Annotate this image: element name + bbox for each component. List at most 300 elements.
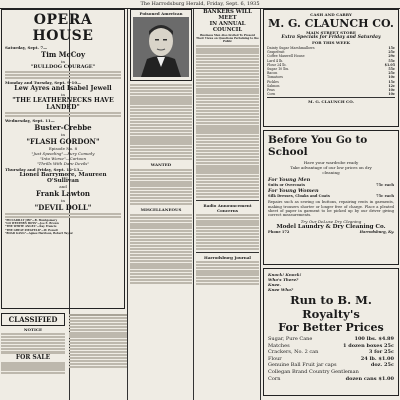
- text-block: [1, 365, 65, 367]
- claunch-price-price: 15c: [388, 79, 395, 84]
- text-block: [130, 226, 192, 228]
- text-block: [196, 261, 259, 263]
- wed-line-3: "Thrills With Dare Devils": [36, 161, 90, 167]
- text-block: [130, 276, 192, 278]
- royalty-price-price: 100 lbs. $4.89: [354, 336, 394, 342]
- photo-caption: Poisoned American: [139, 11, 183, 16]
- text-block: [1, 339, 65, 341]
- text-block: [130, 248, 192, 250]
- royalty-price-price: doz. 25c: [370, 362, 394, 369]
- text-block: [196, 128, 259, 130]
- text-block: [196, 138, 259, 140]
- wed-line-2: "Into Worse"—Cartoon: [39, 156, 87, 162]
- royalty-sub: For Better Prices: [278, 321, 384, 334]
- text-block: [5, 216, 121, 218]
- text-block: [69, 357, 127, 359]
- claunch-price-row: [267, 92, 395, 96]
- text-block: [196, 107, 259, 109]
- royalty-ad: [263, 268, 399, 396]
- women-head: For Young Women: [268, 187, 319, 194]
- claunch-price-item: Lard 4 lb.: [267, 58, 284, 63]
- claunch-price-item: Pickles: [267, 79, 279, 84]
- sat-star: Tim McCoy: [40, 50, 86, 59]
- claunch-ad: [263, 9, 399, 127]
- royalty-price-row: [268, 336, 394, 343]
- text-block: [196, 116, 259, 118]
- text-block: [196, 175, 259, 177]
- divider: [196, 252, 259, 253]
- text-block: [130, 194, 192, 196]
- text-block: [196, 223, 259, 225]
- misc-head: MISCELLANEOUS: [140, 207, 182, 213]
- text-block: [196, 230, 259, 232]
- text-block: [196, 144, 259, 146]
- claunch-price-price: $1.05: [384, 62, 395, 67]
- women-item: Silk Dresses, Cloaks and Coats: [268, 193, 330, 198]
- text-block: [196, 236, 259, 238]
- text-block: [130, 106, 192, 108]
- text-block: [196, 280, 259, 282]
- school-city: Harrodsburg, Ky.: [359, 229, 394, 234]
- text-block: [1, 362, 65, 364]
- text-block: [130, 260, 192, 262]
- text-block: [196, 264, 259, 266]
- school-body: Repairs such as sewing on buttons, repairing rents in garments, making trousers shorter or longer free of charge. Place a pleated sheet of paper in garment to be picked up by our driver giving correct measurements.: [268, 200, 394, 218]
- men-head: For Young Men: [268, 177, 311, 183]
- text-block: [196, 214, 259, 216]
- text-block: [196, 156, 259, 158]
- mon-stars: Lew Ayres and Isabel Jewell: [14, 85, 112, 93]
- text-block: [196, 239, 259, 241]
- column-1: [1, 9, 127, 400]
- claunch-price-item: Tomatoes: [267, 75, 283, 80]
- claunch-price-price: 55c: [388, 58, 395, 63]
- claunch-price-price: 15c: [388, 46, 395, 50]
- text-block: [130, 96, 192, 98]
- text-block: [130, 115, 192, 117]
- text-block: [196, 150, 259, 152]
- royalty-knee: Knee.: [268, 282, 281, 287]
- thu-stars: Lionel Barrymore, Maureen O'Sullivan: [19, 172, 107, 185]
- text-block: [196, 58, 259, 60]
- royalty-price-item: Corn: [268, 375, 281, 382]
- text-block: [1, 345, 65, 347]
- wed-date: Wednesday, Sept. 11—: [5, 118, 55, 124]
- text-block: [69, 339, 127, 341]
- text-block: [130, 188, 192, 190]
- text-block: [196, 48, 259, 50]
- royalty-knock: Knock! Knock!: [268, 272, 302, 277]
- text-block: [196, 95, 259, 97]
- text-block: [5, 112, 121, 114]
- royalty-price-row: [268, 349, 394, 356]
- claunch-price-item: Bacon: [267, 71, 278, 76]
- sat-film: "BULLDOG COURAGE": [30, 64, 96, 70]
- classified-header: [1, 313, 65, 326]
- text-block: [1, 372, 65, 374]
- text-block: [196, 283, 259, 285]
- thu-and: and: [59, 184, 67, 190]
- text-block: [130, 130, 192, 132]
- school-company: Model Laundry & Dry Cleaning Co.: [276, 223, 386, 230]
- text-block: [130, 90, 192, 92]
- school-foot: [268, 230, 394, 235]
- text-block: [130, 197, 192, 199]
- claunch-price-item: Dainty Sugar Marshmallows: [267, 46, 315, 50]
- text-block: [130, 158, 192, 160]
- bankers-head-1: BANKERS WILL MEET: [203, 9, 252, 21]
- text-block: [1, 348, 65, 350]
- text-block: [69, 363, 127, 365]
- text-block: [196, 125, 259, 127]
- text-block: [130, 223, 192, 225]
- for-sale-head: FOR SALE: [15, 354, 51, 362]
- text-block: [196, 270, 259, 272]
- coming-2: "GO WESTERN BOYS"—Joe E. Brown: [5, 222, 59, 226]
- text-block: [130, 279, 192, 281]
- text-block: [196, 159, 259, 161]
- wed-film: "FLASH GORDON": [26, 137, 100, 147]
- text-block: [196, 135, 259, 137]
- notice-head: NOTICE: [23, 327, 43, 332]
- text-block: [196, 110, 259, 112]
- text-block: [130, 203, 192, 205]
- text-block: [69, 314, 127, 316]
- royalty-price-list: [268, 336, 394, 382]
- thu-star-2: Frank Lawton: [36, 189, 90, 199]
- text-block: [1, 351, 65, 353]
- women-price: 75c each: [376, 193, 394, 198]
- text-block: [1, 368, 65, 370]
- text-block: [196, 45, 259, 47]
- wed-in: in: [61, 132, 65, 138]
- text-block: [69, 342, 127, 344]
- text-block: [196, 181, 259, 183]
- classified-text-column: [69, 313, 127, 375]
- mon-film-2: LANDED": [46, 104, 80, 112]
- claunch-price-price: 25c: [388, 50, 395, 55]
- divider: [267, 97, 395, 98]
- text-block: [130, 282, 192, 284]
- text-block: [5, 77, 121, 79]
- royalty-price-row: [268, 343, 394, 350]
- text-block: [130, 127, 192, 129]
- royalty-price-item: Crackers, No. 2 can: [268, 349, 319, 356]
- bankers-head-2: IN ANNUAL COUNCIL: [209, 21, 246, 33]
- masthead: The Harrodsburg Herald, Friday, Sept. 6, 1935: [0, 0, 400, 9]
- text-block: [69, 317, 127, 319]
- text-block: [130, 191, 192, 193]
- text-block: [196, 273, 259, 275]
- text-block: [69, 335, 127, 337]
- text-block: [130, 257, 192, 259]
- text-block: [69, 329, 127, 331]
- text-block: [196, 101, 259, 103]
- text-block: [69, 348, 127, 350]
- text-block: [196, 61, 259, 63]
- text-block: [130, 124, 192, 126]
- school-line-2: Take advantage of our low prices on dry: [290, 165, 372, 170]
- journal-head: Harrodsburg Journal: [204, 255, 251, 261]
- text-block: [130, 236, 192, 238]
- text-block: [1, 342, 65, 344]
- column-4: [263, 9, 399, 400]
- wed-star: Buster-Crebbe: [34, 123, 92, 133]
- men-item: Suits or Overcoats: [268, 183, 306, 187]
- column-2: [130, 9, 192, 400]
- text-block: [196, 217, 259, 219]
- wed-episode: Episode No. 8: [48, 146, 78, 152]
- text-block: [196, 85, 259, 87]
- text-block: [130, 99, 192, 101]
- portrait-image: [133, 17, 189, 77]
- text-block: [130, 169, 192, 171]
- school-line-3: cleaning: [322, 170, 340, 175]
- photo-story: [130, 84, 192, 284]
- text-block: [69, 360, 127, 362]
- text-block: [130, 245, 192, 247]
- mon-in: in: [61, 92, 65, 98]
- text-block: [196, 277, 259, 279]
- text-block: [196, 73, 259, 75]
- text-block: [196, 227, 259, 229]
- text-block: [130, 178, 192, 180]
- coming-3: "THE WHITE ANGEL"—Kay Francis: [5, 225, 57, 229]
- divider: [196, 200, 259, 201]
- text-block: [196, 153, 259, 155]
- text-block: [196, 193, 259, 195]
- text-block: [130, 102, 192, 104]
- claunch-price-price: 10c: [388, 92, 395, 97]
- coming-1: "PICCADILLY JIM"—R. Montgomery: [5, 219, 58, 223]
- royalty-title: Run to B. M. Royalty's: [290, 293, 372, 321]
- text-block: [5, 115, 121, 117]
- claunch-price-price: 25c: [388, 71, 395, 76]
- text-block: [196, 187, 259, 189]
- text-block: [130, 146, 192, 148]
- sat-in: in: [61, 59, 65, 64]
- text-block: [196, 113, 259, 115]
- text-block: [196, 67, 259, 69]
- text-block: [69, 332, 127, 334]
- opera-house-ad: [1, 9, 125, 309]
- text-block: [196, 162, 259, 164]
- claunch-price-list: [267, 46, 395, 96]
- text-block: [130, 133, 192, 135]
- photo-box: [130, 9, 192, 81]
- text-block: [196, 147, 259, 149]
- text-block: [130, 242, 192, 244]
- royalty-price-item: Collegan Brand Country Gentleman: [268, 368, 359, 375]
- text-block: [196, 220, 259, 222]
- text-block: [130, 220, 192, 222]
- text-block: [196, 178, 259, 180]
- classified-title: CLASSIFIED: [8, 315, 58, 324]
- claunch-price-price: 10c: [388, 75, 395, 80]
- claunch-price-item: Flour 24 lb.: [267, 62, 287, 67]
- text-block: [196, 233, 259, 235]
- thu-film: "DEVIL DOLL": [34, 203, 92, 213]
- thu-date: Thursday and Friday, Sept. 12-13—: [5, 167, 84, 173]
- bottom-left-area: [1, 313, 127, 375]
- text-block: [69, 320, 127, 322]
- claunch-price-item: Coffee Maxwell House: [267, 54, 305, 59]
- text-block: [130, 118, 192, 120]
- text-block: [196, 82, 259, 84]
- school-try: Try Our DeLuxe Dry Cleaning: [300, 218, 362, 224]
- school-line-1: Have your wardrobe ready: [303, 160, 359, 165]
- claunch-foot: M. G. CLAUNCH CO.: [308, 99, 354, 105]
- text-block: [130, 142, 192, 144]
- school-phone: Phone 172: [268, 229, 290, 234]
- text-block: [130, 181, 192, 183]
- text-block: [196, 64, 259, 66]
- claunch-name: M. G. CLAUNCH CO.: [268, 17, 394, 30]
- text-block: [130, 251, 192, 253]
- school-ad: [263, 130, 399, 265]
- text-block: [69, 323, 127, 325]
- text-block: [130, 175, 192, 177]
- mon-date: Monday and Tuesday, Sept. 9-10—: [5, 80, 82, 86]
- royalty-price-item: Matches: [268, 342, 290, 349]
- royalty-price-row: [268, 362, 394, 369]
- royalty-price-item: Flour: [268, 355, 282, 362]
- text-block: [130, 149, 192, 151]
- mon-film-1: "THE LEATHERNECKS HAVE: [12, 97, 114, 105]
- text-block: [130, 93, 192, 95]
- text-block: [130, 136, 192, 138]
- text-block: [196, 70, 259, 72]
- text-block: [130, 266, 192, 268]
- claunch-line1: CASH AND CARRY: [310, 12, 352, 17]
- coming-5: "ROAD GANG"—Agnes Harrison, Robert Taylor: [5, 231, 73, 235]
- royalty-price-item: Genuine Ball Fruit jar caps: [268, 362, 337, 369]
- text-block: [130, 184, 192, 186]
- portrait-photo: [133, 17, 189, 77]
- royalty-who-2: Knee Who?: [268, 287, 294, 292]
- royalty-price-row: [268, 369, 394, 376]
- text-block: [130, 152, 192, 154]
- school-title: Before You Go to School: [268, 134, 368, 158]
- royalty-price-item: Sugar, Pure Cane: [268, 336, 313, 342]
- opera-house-title: OPERA HOUSE: [32, 12, 94, 44]
- wed-line-1: "Just Speeding"—Pury Comedy: [31, 151, 95, 157]
- claunch-price-price: 55c: [388, 67, 395, 72]
- claunch-price-item: Grapefruit: [267, 50, 285, 55]
- royalty-price-price: 3 for 25c: [368, 349, 394, 356]
- column-rule: [127, 9, 128, 400]
- men-price: 75c each: [376, 183, 394, 187]
- text-block: [130, 254, 192, 256]
- coming-4: "THE GREAT ZIEGFELD"—W. Powell: [5, 228, 58, 232]
- text-block: [196, 119, 259, 121]
- text-block: [196, 104, 259, 106]
- text-block: [5, 71, 121, 73]
- text-block: [130, 155, 192, 157]
- text-block: [5, 213, 121, 215]
- claunch-price-item: Sugar 10 lbs.: [267, 67, 290, 72]
- text-block: [196, 91, 259, 93]
- claunch-specials-2: FOR THIS WEEK: [311, 40, 350, 45]
- text-block: [130, 217, 192, 219]
- text-block: [196, 51, 259, 53]
- bankers-sub: Business Men Also Invited To Present Their Views on Questions Pertaining to the Public: [196, 34, 259, 44]
- text-block: [130, 230, 192, 232]
- text-block: [130, 214, 192, 216]
- text-block: [130, 273, 192, 275]
- text-block: [196, 184, 259, 186]
- claunch-street: MAIN STREET STORE: [306, 30, 356, 35]
- text-block: [196, 76, 259, 78]
- royalty-price-row: [268, 376, 394, 383]
- claunch-price-item: Peas: [267, 88, 275, 93]
- claunch-price-price: 10c: [388, 88, 395, 93]
- text-block: [196, 79, 259, 81]
- text-block: [5, 74, 121, 76]
- sat-date: Saturday, Sept. 7—: [5, 45, 48, 50]
- text-block: [1, 336, 65, 338]
- text-block: [196, 248, 259, 250]
- text-block: [130, 239, 192, 241]
- text-block: [196, 165, 259, 167]
- text-block: [196, 196, 259, 198]
- royalty-price-price: 1 dozen boxes 25c: [343, 342, 394, 349]
- text-block: [196, 98, 259, 100]
- text-block: [130, 121, 192, 123]
- text-block: [196, 131, 259, 133]
- text-block: [196, 190, 259, 192]
- column-rule: [193, 9, 194, 400]
- text-block: [196, 242, 259, 244]
- claunch-price-price: 29c: [388, 54, 395, 59]
- text-block: [130, 87, 192, 89]
- wanted-head: WANTED: [150, 162, 172, 168]
- claunch-price-price: 12c: [388, 83, 395, 88]
- thu-in: in: [61, 198, 65, 204]
- royalty-price-row: [268, 356, 394, 363]
- text-block: [130, 233, 192, 235]
- radio-head: Radio Announcement Concerns: [203, 203, 252, 214]
- claunch-price-item: Corn: [267, 92, 276, 97]
- text-block: [69, 351, 127, 353]
- claunch-price-item: Salmon: [267, 83, 280, 88]
- royalty-price-price: dozen cans $1.00: [345, 375, 394, 382]
- text-block: [130, 172, 192, 174]
- text-block: [196, 55, 259, 57]
- text-block: [196, 245, 259, 247]
- text-block: [130, 84, 192, 86]
- claunch-specials-1: Extra Specials for Friday and Saturday: [281, 35, 381, 40]
- text-block: [130, 139, 192, 141]
- text-block: [130, 263, 192, 265]
- text-block: [196, 267, 259, 269]
- text-block: [130, 200, 192, 202]
- text-block: [196, 88, 259, 90]
- royalty-price-price: 24 lb. $1.00: [360, 355, 394, 362]
- text-block: [1, 333, 65, 335]
- text-block: [130, 112, 192, 114]
- text-block: [196, 141, 259, 143]
- text-block: [196, 122, 259, 124]
- text-block: [69, 366, 127, 368]
- women-row: [268, 194, 394, 199]
- text-block: [69, 345, 127, 347]
- text-block: [196, 171, 259, 173]
- classified-column: [1, 313, 65, 375]
- text-block: [196, 168, 259, 170]
- text-block: [130, 109, 192, 111]
- column-3: [196, 9, 259, 400]
